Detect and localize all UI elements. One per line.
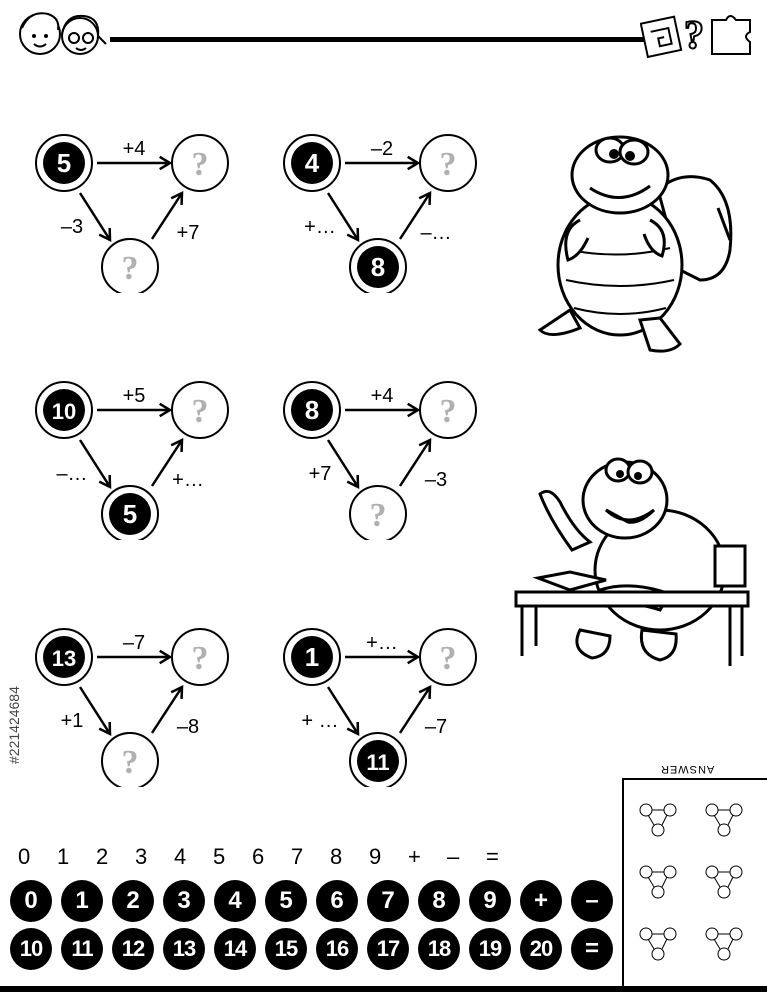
operation-right: –8 [176,716,200,738]
number-chip: 7 [367,880,409,922]
question-mark: ? [369,497,387,534]
question-mark: ? [439,640,457,677]
question-mark: ? [191,146,209,183]
number-chip: 17 [367,928,409,970]
number-chip: 8 [418,880,460,922]
number-chip: 11 [61,928,103,970]
operation-left: –3 [60,216,84,238]
start-value: 10 [51,399,77,424]
start-value: 13 [51,646,77,671]
puzzle-6 [272,617,512,787]
puzzle-pieces-icon [640,4,758,60]
legend-symbol: 9 [369,844,382,869]
answer-key-panel [622,778,767,986]
legend-symbol: 3 [135,844,148,869]
operation-top: +… [366,632,398,654]
number-chip: 0 [10,880,52,922]
watermark-id: #221424684 [6,686,22,764]
number-chip: + [520,880,562,922]
number-chip: 6 [316,880,358,922]
number-chip: 3 [163,880,205,922]
kids-faces-icon [8,4,118,60]
answer-label: ANSWER [660,763,715,775]
operation-left: –… [56,463,88,485]
operation-right: –… [420,222,452,244]
operation-left: + … [301,710,339,732]
puzzle-4 [272,370,512,540]
number-chip: 16 [316,928,358,970]
answer-key-thumbnails [624,780,767,986]
question-mark: ? [191,393,209,430]
operation-top: –7 [122,632,146,654]
number-chip: 2 [112,880,154,922]
question-mark: ? [439,393,457,430]
question-mark: ? [191,640,209,677]
legend-symbol: + [408,844,421,869]
legend-symbol: 1 [57,844,70,869]
number-chip: 4 [214,880,256,922]
number-chip: 1 [61,880,103,922]
number-chip: 18 [418,928,460,970]
operation-right: +… [172,469,204,491]
number-chip: 9 [469,880,511,922]
number-chip: 13 [163,928,205,970]
operation-left: +1 [60,710,84,732]
legend-symbol: = [486,844,499,869]
operation-top: +4 [370,385,394,407]
turtle-with-backpack-illustration [530,130,740,360]
question-mark: ? [121,744,139,781]
number-chip: 14 [214,928,256,970]
start-value: 8 [304,395,320,425]
puzzle-1 [24,123,264,293]
puzzle-3 [24,370,264,540]
operation-right: –3 [424,469,448,491]
arrow-down [80,687,110,734]
legend-symbol: 8 [330,844,343,869]
operation-right: –7 [424,716,448,738]
puzzle-5 [24,617,264,787]
number-legend-plain [16,840,536,876]
number-chip: 20 [520,928,562,970]
header-rule [110,37,650,42]
number-chip: 5 [265,880,307,922]
bottom-value: 5 [122,499,138,529]
bottom-value: 8 [370,252,386,282]
operation-top: +4 [122,138,146,160]
number-chip: 15 [265,928,307,970]
number-chip: 19 [469,928,511,970]
number-chip: – [571,880,613,922]
bottom-value: 11 [366,750,390,775]
svg-text:?: ? [684,12,704,57]
legend-symbol: 2 [96,844,109,869]
operation-right: +7 [176,222,200,244]
operation-top: –2 [370,138,394,160]
puzzle-2 [272,123,512,293]
operation-left: +… [304,216,336,238]
legend-symbol: 5 [213,844,226,869]
number-chip: 10 [10,928,52,970]
question-mark: ? [439,146,457,183]
question-mark: ? [121,250,139,287]
operation-left: +7 [308,463,332,485]
legend-symbol: 0 [18,844,31,869]
legend-symbol: 7 [291,844,304,869]
start-value: 5 [56,148,72,178]
start-value: 1 [304,642,320,672]
operation-top: +5 [122,385,146,407]
legend-symbol: – [447,844,460,869]
number-chip: 12 [112,928,154,970]
number-chip: = [571,928,613,970]
legend-symbol: 6 [252,844,265,869]
start-value: 4 [304,148,320,178]
arrow-down [328,440,358,487]
arrow-down [80,193,110,240]
legend-symbol: 4 [174,844,187,869]
turtle-at-desk-illustration [510,450,755,670]
